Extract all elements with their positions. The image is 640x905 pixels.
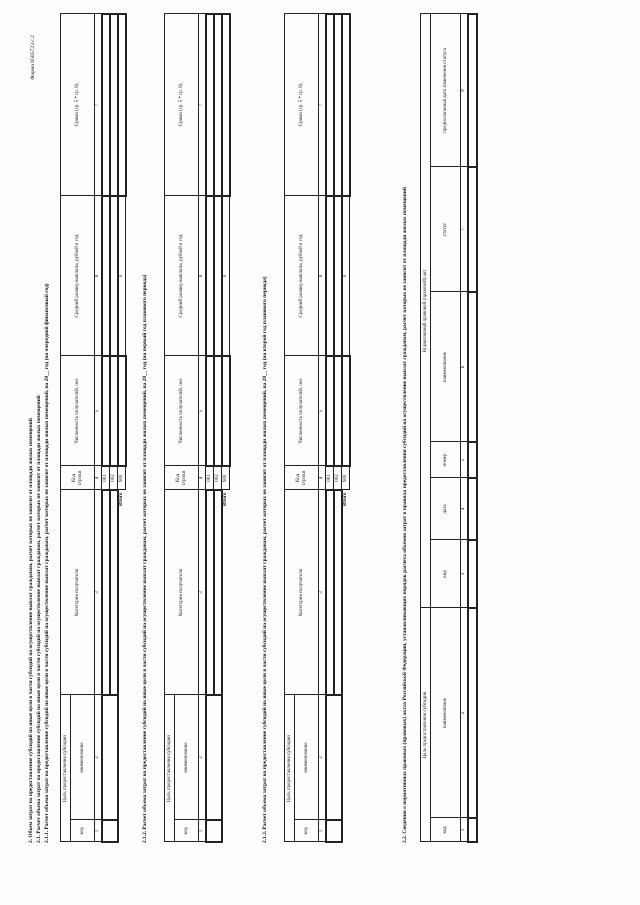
count-cell[interactable]	[326, 356, 334, 466]
col-num: 4	[461, 478, 468, 540]
col-num: 1	[319, 820, 326, 842]
name-header: наименование	[71, 695, 95, 820]
name-cell[interactable]	[206, 695, 222, 820]
code-cell[interactable]	[326, 820, 342, 842]
avg-payment-header: Средний размер выплаты, рублей в год	[285, 196, 319, 356]
act-name-cell[interactable]	[468, 292, 477, 442]
calc-table-2	[164, 13, 231, 843]
count-cell[interactable]	[102, 356, 110, 466]
col-num: 6	[319, 196, 326, 356]
count-cell[interactable]	[110, 356, 118, 466]
total-code: 900	[222, 466, 230, 490]
code-header: код	[295, 820, 319, 842]
name-header: наименование	[295, 695, 319, 820]
row-code-header: Код строки	[61, 466, 95, 490]
act-date-cell[interactable]	[468, 478, 477, 540]
category-header: Категория получателя	[285, 490, 319, 695]
category-cell[interactable]	[326, 490, 334, 695]
sum-cell[interactable]	[206, 14, 214, 196]
col-num: 6	[199, 196, 206, 356]
row-code-cell: 001	[102, 466, 110, 490]
count-header: Численность получателей, чел	[165, 356, 199, 466]
total-sum-cell[interactable]	[342, 14, 350, 196]
section-2-1-title: 2.1. Расчет объема затрат на предоставление субсидий на иные цели в части субсидий на осуществление выплат гражданам, расчет которых не зависит от площади жилых помещений	[36, 395, 42, 843]
col-num: 7	[199, 14, 206, 196]
row-code-cell: 001	[326, 466, 334, 490]
col-num: 3	[199, 490, 206, 695]
act-date-header: дата	[431, 478, 461, 540]
code-cell[interactable]	[102, 820, 118, 842]
col-num: 7	[95, 14, 102, 196]
avg-payment-header: Средний размер выплаты, рублей в год	[165, 196, 199, 356]
section-2-2-title: 2.2. Сведения о нормативных правовых (правовых) актах Российской Федерации, устанавливающих порядок расчета объемов затрат в правила предоставления субсидий на осуществление выплат гражданам, расчет которых не зависит от площади жилых помещений	[402, 187, 408, 843]
count-cell[interactable]	[206, 356, 214, 466]
row-code-cell: 002	[110, 466, 118, 490]
sum-header: Сумма (гр. 5 * гр. 6)	[165, 14, 199, 196]
col-num: 5	[199, 356, 206, 466]
calc-table-3	[284, 13, 351, 843]
status-header: статус	[431, 167, 461, 292]
total-code: 900	[342, 466, 350, 490]
sum-cell[interactable]	[102, 14, 110, 196]
total-count-cell[interactable]	[118, 356, 126, 466]
total-x: x	[342, 196, 350, 356]
form-number: Форма 0505723 с.2	[30, 35, 36, 80]
total-label: Итого	[343, 492, 349, 506]
avg-payment-cell[interactable]	[334, 196, 342, 356]
category-cell[interactable]	[206, 490, 214, 695]
legal-acts-table	[420, 13, 478, 843]
col-num: 7	[319, 14, 326, 196]
goal-header: Цель предоставления субсидии	[165, 695, 175, 842]
col-num: 5	[461, 442, 468, 478]
section-2-title: 2. Объем затрат на предоставление субсидий на иные цели в части субсидий на осуществление выплат гражданам, расчет которых не зависит от площади жилых помещений	[28, 418, 34, 843]
col-num: 4	[319, 466, 326, 490]
col-num: 3	[461, 540, 468, 608]
col-num: 2	[95, 695, 102, 820]
category-cell[interactable]	[102, 490, 110, 695]
count-cell[interactable]	[214, 356, 222, 466]
row-code-header: Код строки	[285, 466, 319, 490]
section-2-1-1-title: 2.1.1. Расчет объема затрат на предоставление субсидий на иные цели в части субсидий на осуществление выплат гражданам, расчет которых не зависит от площади жилых помещений, на 20__ год (на очередной финансовый год)	[44, 283, 50, 843]
code-header: код	[175, 820, 199, 842]
row-code-cell: 002	[334, 466, 342, 490]
name-cell[interactable]	[326, 695, 342, 820]
total-x: x	[222, 196, 230, 356]
count-header: Численность получателей, чел	[285, 356, 319, 466]
act-header: Нормативный правовой (правовой) акт	[421, 14, 431, 608]
col-num: 2	[199, 695, 206, 820]
name-header: наименование	[175, 695, 199, 820]
col-num: 3	[319, 490, 326, 695]
sum-header: Сумма (гр. 5 * гр. 6)	[285, 14, 319, 196]
col-num: 1	[461, 818, 468, 842]
col-num: 5	[95, 356, 102, 466]
col-num: 7	[461, 167, 468, 292]
name-cell[interactable]	[102, 695, 118, 820]
col-num: 2	[319, 695, 326, 820]
category-cell[interactable]	[334, 490, 342, 695]
section-2-1-3-title: 2.1.3. Расчет объема затрат на предоставление субсидий на иные цели в части субсидий на осуществление выплат гражданам, расчет которых не зависит от площади жилых помещений, на 20__ год (на второй год планового периода)	[262, 276, 268, 843]
col-num: 6	[95, 196, 102, 356]
total-count-cell[interactable]	[342, 356, 350, 466]
status-cell[interactable]	[468, 167, 477, 292]
row-code-header: Код строки	[165, 466, 199, 490]
goal-header: Цель предоставления субсидии	[285, 695, 295, 842]
act-type-cell[interactable]	[468, 540, 477, 608]
total-label: Итого	[223, 492, 229, 506]
avg-payment-cell[interactable]	[326, 196, 334, 356]
code-header: код	[431, 818, 461, 842]
category-header: Категория получателя	[165, 490, 199, 695]
count-header: Численность получателей, чел	[61, 356, 95, 466]
act-type-header: вид	[431, 540, 461, 608]
category-cell[interactable]	[110, 490, 118, 695]
col-num: 8	[461, 14, 468, 167]
sum-cell[interactable]	[334, 14, 342, 196]
sum-cell[interactable]	[214, 14, 222, 196]
status-date-header: предполагаемая дата изменения статуса	[431, 14, 461, 167]
total-label: Итого	[119, 492, 125, 506]
col-num: 6	[461, 292, 468, 442]
sum-cell[interactable]	[326, 14, 334, 196]
total-count-cell[interactable]	[222, 356, 230, 466]
row-code-cell: 001	[206, 466, 214, 490]
col-num: 4	[199, 466, 206, 490]
act-name-header: наименование	[431, 292, 461, 442]
row-code-cell: 002	[214, 466, 222, 490]
total-sum-cell[interactable]	[222, 14, 230, 196]
sum-cell[interactable]	[110, 14, 118, 196]
goal-header: Цель предоставления субсидии	[61, 695, 71, 842]
avg-payment-cell[interactable]	[206, 196, 214, 356]
category-header: Категория получателя	[61, 490, 95, 695]
sum-header: Сумма (гр. 5 * гр. 6)	[61, 14, 95, 196]
category-cell[interactable]	[214, 490, 222, 695]
col-num: 5	[319, 356, 326, 466]
name-header: наименование	[431, 608, 461, 818]
total-x: x	[118, 196, 126, 356]
col-num: 1	[199, 820, 206, 842]
code-cell[interactable]	[206, 820, 222, 842]
act-number-header: номер	[431, 442, 461, 478]
count-cell[interactable]	[334, 356, 342, 466]
goal-header: Цель предоставления субсидии	[421, 608, 431, 842]
avg-payment-cell[interactable]	[214, 196, 222, 356]
status-date-cell[interactable]	[468, 14, 477, 167]
col-num: 3	[95, 490, 102, 695]
col-num: 4	[95, 466, 102, 490]
code-header: код	[71, 820, 95, 842]
code-cell[interactable]	[468, 818, 477, 842]
col-num: 2	[461, 608, 468, 818]
col-num: 1	[95, 820, 102, 842]
total-code: 900	[118, 466, 126, 490]
name-cell[interactable]	[468, 608, 477, 818]
avg-payment-cell[interactable]	[110, 196, 118, 356]
total-sum-cell[interactable]	[118, 14, 126, 196]
calc-table-1	[60, 13, 127, 843]
avg-payment-cell[interactable]	[102, 196, 110, 356]
section-2-1-2-title: 2.1.2. Расчет объема затрат на предоставление субсидий на иные цели в части субсидий на осуществление выплат гражданам, расчет которых не зависит от площади жилых помещений, на 20__ год (на первый год планового периода)	[142, 274, 148, 843]
avg-payment-header: Средний размер выплаты, рублей в год	[61, 196, 95, 356]
act-number-cell[interactable]	[468, 442, 477, 478]
